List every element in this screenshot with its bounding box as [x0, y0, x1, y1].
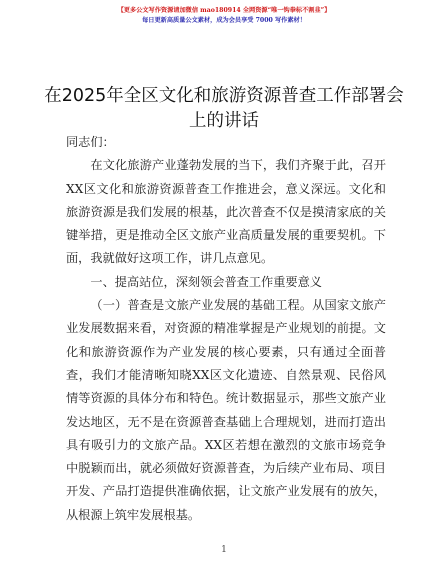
document-body	[66, 131, 386, 527]
paragraph-section-1: （一）普查是文旅产业发展的基础工程。从国家文旅产业发展数据来看，对资源的精准掌握是产业规划的前提。文化和旅游资源作为产业发展的核心要素，只有通过全面普查，我们才能清晰知晓XX区文化遗迹、自然景观、民俗风情等资源的具体分布和特色。统计数据显示，那些文旅产业发达地区，无不是在资源普查基础上合理规划，进而打造出具有吸引力的文旅产品。XX区若想在激烈的文旅市场竞争中脱颖而出，就必须做好资源普查，为后续产业布局、项目开发、产品打造提供准确依据，让文旅产业发展有的放矢，从根源上筑牢发展根基。	[66, 298, 386, 522]
section-heading: 一、提高站位，深刻领会普查工作重要意义	[90, 274, 322, 289]
document-title: 在2025年全区文化和旅游资源普查工作部署会上的讲话	[44, 86, 404, 131]
paragraph-intro: 在文化旅游产业蓬勃发展的当下，我们齐聚于此，召开XX区文化和旅游资源普查工作推进会，意义深远。文化和旅游资源是我们发展的根基，此次普查不仅是摸清家底的关键举措，更是推动全区文旅产业高质量发展的重要契机。下面，我就做好这项工作，讲几点意见。	[66, 158, 386, 266]
header-banner	[0, 6, 448, 26]
page-number: 1	[221, 545, 227, 555]
banner-line-1: 【更多公文写作资源请加微信 mao180914 全网资源“唯一钩拳标不割韭”】	[117, 7, 331, 14]
banner-line-2: 每日更新高质量公文素材，成为会员享受 7000 写作素材！	[142, 17, 306, 24]
salutation: 同志们：	[66, 135, 115, 149]
